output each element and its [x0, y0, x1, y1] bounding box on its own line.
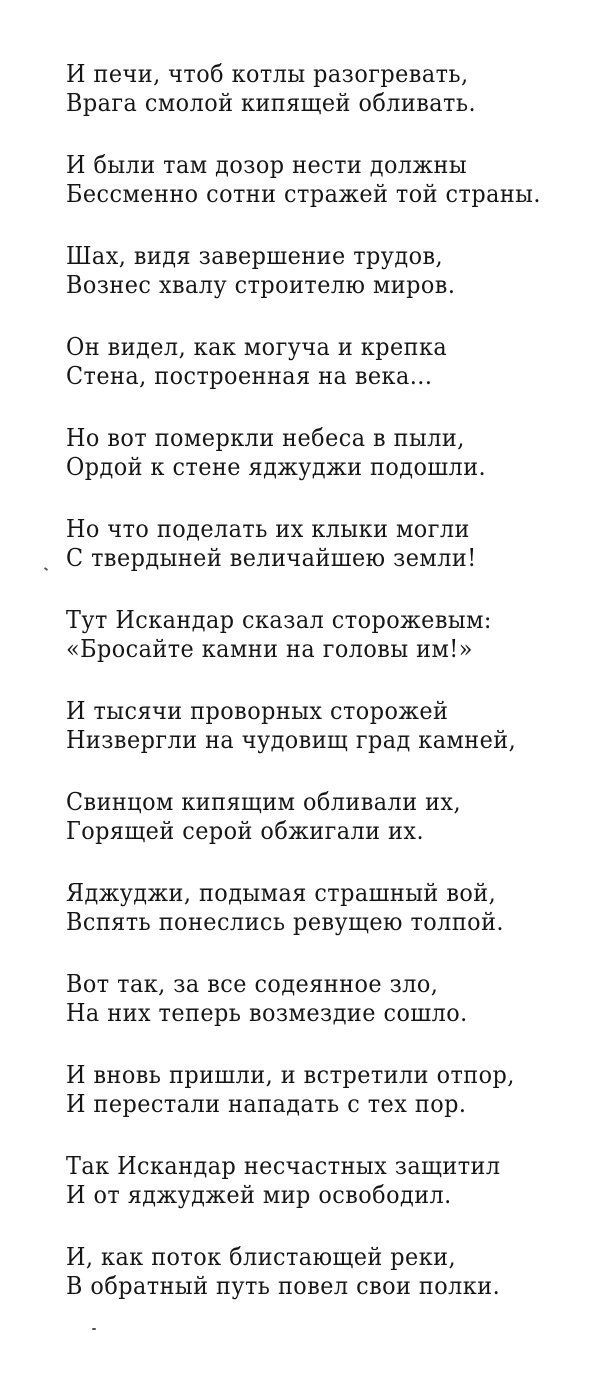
verse-line: Горящей серой обжигали их.: [66, 817, 425, 845]
verse-line: Ордой к стене яджуджи подошли.: [66, 453, 487, 481]
stanza: [66, 60, 586, 118]
stanza: [66, 788, 586, 846]
stanza: [66, 1152, 586, 1210]
verse-line: Стена, построенная на века...: [66, 362, 433, 390]
verse-line: С твердыней величайшею земли!: [66, 544, 477, 572]
stanza: [66, 606, 586, 664]
verse-line: Вот так, за все содеянное зло,: [66, 970, 439, 998]
verse-line: Тут Искандар сказал сторожевым:: [66, 606, 492, 634]
verse-line: И тысячи проворных сторожей: [66, 697, 449, 725]
stanza: [66, 515, 586, 573]
verse-line: И были там дозор нести должны: [66, 151, 468, 179]
stanza: [66, 697, 586, 755]
verse-line: «Бросайте камни на головы им!»: [66, 635, 473, 663]
verse-line: Но вот померкли небеса в пыли,: [66, 424, 465, 452]
verse-line: И перестали нападать с тех пор.: [66, 1090, 467, 1118]
verse-line: И, как поток блистающей реки,: [66, 1243, 457, 1271]
stanza: [66, 970, 586, 1028]
print-speck: [92, 1328, 96, 1330]
stanza: [66, 424, 586, 482]
print-speck: [44, 567, 48, 571]
verse-line: И вновь пришли, и встретили отпор,: [66, 1061, 515, 1089]
verse-line: И от яджуджей мир освободил.: [66, 1181, 452, 1209]
stanza: [66, 879, 586, 937]
stanza: [66, 333, 586, 391]
verse-line: Низвергли на чудовищ град камней,: [66, 726, 517, 754]
verse-line: Вспять понеслись ревущею толпой.: [66, 908, 504, 936]
verse-line: Врага смолой кипящей обливать.: [66, 89, 477, 117]
verse-line: Он видел, как могуча и крепка: [66, 333, 448, 361]
stanza: [66, 1243, 586, 1301]
poem: [66, 60, 586, 1334]
stanza: [66, 1061, 586, 1119]
verse-line: Но что поделать их клыки могли: [66, 515, 470, 543]
stanza: [66, 242, 586, 300]
stanza: [66, 151, 586, 209]
verse-line: Бессменно сотни стражей той страны.: [66, 180, 541, 208]
verse-line: Шах, видя завершение трудов,: [66, 242, 444, 270]
verse-line: В обратный путь повел свои полки.: [66, 1272, 501, 1300]
verse-line: Свинцом кипящим обливали их,: [66, 788, 462, 816]
verse-line: На них теперь возмездие сошло.: [66, 999, 468, 1027]
verse-line: Вознес хвалу строителю миров.: [66, 271, 456, 299]
verse-line: Так Искандар несчастных защитил: [66, 1152, 501, 1180]
verse-line: Яджуджи, подымая страшный вой,: [66, 879, 497, 907]
verse-line: И печи, чтоб котлы разогревать,: [66, 60, 469, 88]
